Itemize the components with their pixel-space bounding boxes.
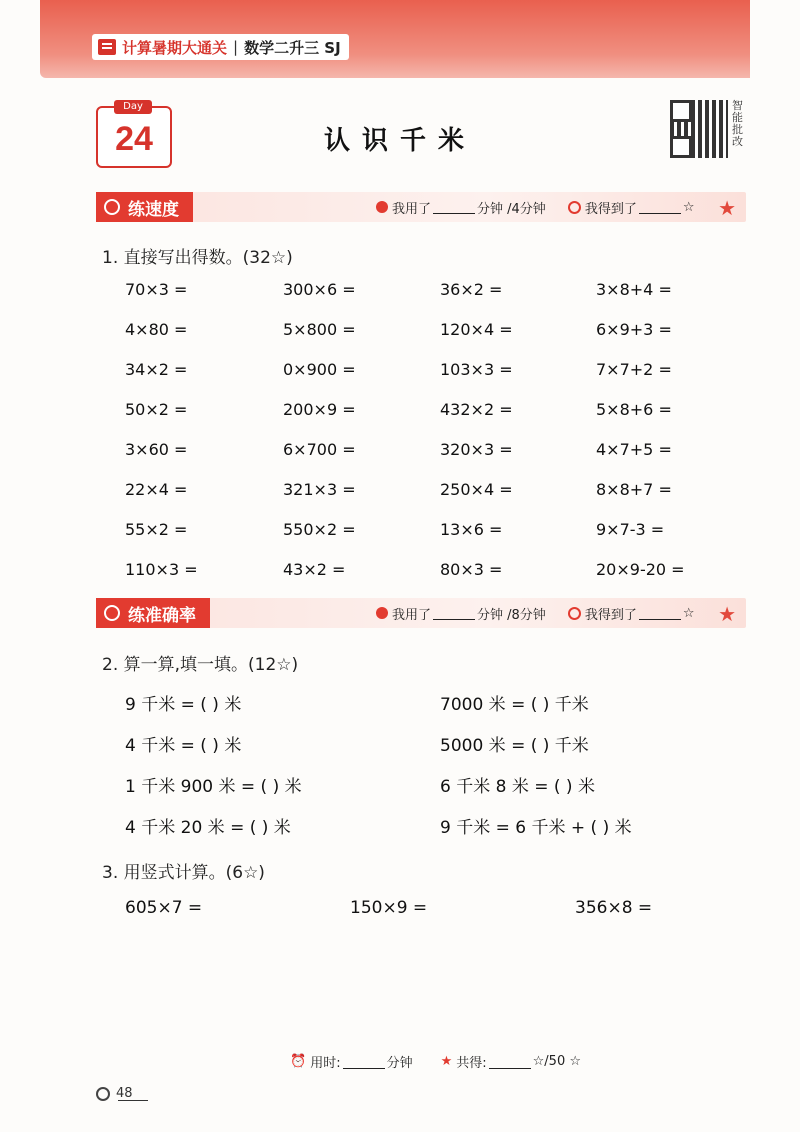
q1-problem: 200×9 =	[283, 400, 356, 419]
used-time-blank[interactable]	[433, 200, 475, 214]
day-number: 24	[115, 120, 153, 158]
used-time-blank-2[interactable]	[433, 606, 475, 620]
q1-problem: 13×6 =	[440, 520, 503, 539]
got-suffix: ☆	[682, 199, 695, 215]
q1-problem: 550×2 =	[283, 520, 356, 539]
target-icon	[104, 605, 120, 621]
q1-problem: 80×3 =	[440, 560, 503, 579]
q2-problem: 4 千米 20 米 = ( ) 米	[125, 818, 291, 838]
q1-problem: 320×3 =	[440, 440, 513, 459]
sun-icon	[96, 1087, 110, 1101]
q1-problem: 321×3 =	[283, 480, 356, 499]
got-stars-blank-2[interactable]	[639, 606, 681, 620]
q1-problem: 20×9-20 =	[596, 560, 685, 579]
q1-problem: 250×4 =	[440, 480, 513, 499]
q1-problem: 7×7+2 =	[596, 360, 672, 379]
book-subject: 数学二升三 SJ	[244, 38, 341, 57]
q1-problem: 6×700 =	[283, 440, 356, 459]
section-speed-stats	[376, 192, 694, 222]
q1-problem: 0×900 =	[283, 360, 356, 379]
section-accuracy-label: 练准确率	[128, 605, 196, 626]
section-accuracy-stats	[376, 598, 694, 628]
q1-problem: 6×9+3 =	[596, 320, 672, 339]
got-prefix-2: 我得到了	[584, 607, 637, 623]
footer-time-unit: 分钟	[386, 1056, 413, 1071]
q2-problem: 9 千米 = ( ) 米	[125, 695, 242, 715]
footer-time-blank[interactable]	[343, 1055, 385, 1069]
footer-total-label: 共得:	[456, 1056, 487, 1071]
q1-problem: 43×2 =	[283, 560, 346, 579]
footer-total-suffix: ☆/50 ☆	[532, 1054, 582, 1069]
clock-icon	[376, 201, 388, 213]
star-icon: ★	[718, 602, 736, 626]
got-stars-blank[interactable]	[639, 200, 681, 214]
section-accuracy-bar	[96, 598, 746, 628]
section-speed-bar	[96, 192, 746, 222]
q1-problem: 110×3 =	[125, 560, 198, 579]
clock-icon	[376, 607, 388, 619]
q1-title: 1. 直接写出得数。(32☆)	[102, 248, 293, 268]
q1-problem: 70×3 =	[125, 280, 188, 299]
q1-problem: 9×7-3 =	[596, 520, 665, 539]
stopwatch-icon	[104, 199, 120, 215]
q1-problem: 8×8+7 =	[596, 480, 672, 499]
footer-score	[290, 1052, 581, 1071]
section-speed-tag	[96, 192, 193, 222]
q1-problem: 5×800 =	[283, 320, 356, 339]
got-suffix-2: ☆	[682, 605, 695, 621]
q3-problem: 605×7 =	[125, 898, 203, 918]
star-icon: ★	[440, 1054, 453, 1069]
q1-problem: 4×7+5 =	[596, 440, 672, 459]
q3-title: 3. 用竖式计算。(6☆)	[102, 863, 265, 883]
q2-title: 2. 算一算,填一填。(12☆)	[102, 655, 299, 675]
q1-problem: 432×2 =	[440, 400, 513, 419]
check-icon	[568, 201, 581, 214]
book-icon	[98, 39, 116, 55]
page-number-underline	[118, 1100, 148, 1101]
q1-problem: 3×8+4 =	[596, 280, 672, 299]
used-suffix: 分钟 /4分钟	[477, 201, 546, 217]
section-speed-label: 练速度	[128, 199, 179, 220]
q2-problem: 7000 米 = ( ) 千米	[440, 695, 589, 715]
q1-problem: 5×8+6 =	[596, 400, 672, 419]
q1-problem: 120×4 =	[440, 320, 513, 339]
q1-problem: 22×4 =	[125, 480, 188, 499]
qr-caption: 智能批改	[732, 99, 743, 148]
q1-problem: 103×3 =	[440, 360, 513, 379]
q1-problem: 50×2 =	[125, 400, 188, 419]
qr-code-icon[interactable]	[670, 100, 728, 158]
q1-problem: 36×2 =	[440, 280, 503, 299]
star-icon: ★	[718, 196, 736, 220]
q2-problem: 1 千米 900 米 = ( ) 米	[125, 777, 302, 797]
q2-problem: 6 千米 8 米 = ( ) 米	[440, 777, 595, 797]
q2-problem: 4 千米 = ( ) 米	[125, 736, 242, 756]
q1-problem: 300×6 =	[283, 280, 356, 299]
clock-icon: ⏰	[290, 1054, 307, 1069]
day-label: Day	[114, 100, 152, 114]
got-prefix: 我得到了	[584, 201, 637, 217]
book-header	[92, 34, 349, 60]
section-accuracy-tag	[96, 598, 210, 628]
q3-problem: 356×8 =	[575, 898, 653, 918]
q2-problem: 9 千米 = 6 千米 + ( ) 米	[440, 818, 632, 838]
footer-time-label: 用时:	[310, 1056, 341, 1071]
q1-problem: 3×60 =	[125, 440, 188, 459]
q1-problem: 34×2 =	[125, 360, 188, 379]
q3-problem: 150×9 =	[350, 898, 428, 918]
q2-problem: 5000 米 = ( ) 千米	[440, 736, 589, 756]
book-title: 计算暑期大通关	[122, 38, 228, 57]
page-title: 认识千米	[323, 126, 476, 156]
q1-problem: 4×80 =	[125, 320, 188, 339]
q1-problem: 55×2 =	[125, 520, 188, 539]
header-separator: |	[233, 38, 239, 56]
used-prefix: 我用了	[392, 201, 432, 217]
footer-total-blank[interactable]	[489, 1055, 531, 1069]
used-suffix-2: 分钟 /8分钟	[477, 607, 546, 623]
page-number: 48	[116, 1086, 133, 1101]
check-icon	[568, 607, 581, 620]
page-number-area	[96, 1086, 133, 1101]
used-prefix-2: 我用了	[392, 607, 432, 623]
